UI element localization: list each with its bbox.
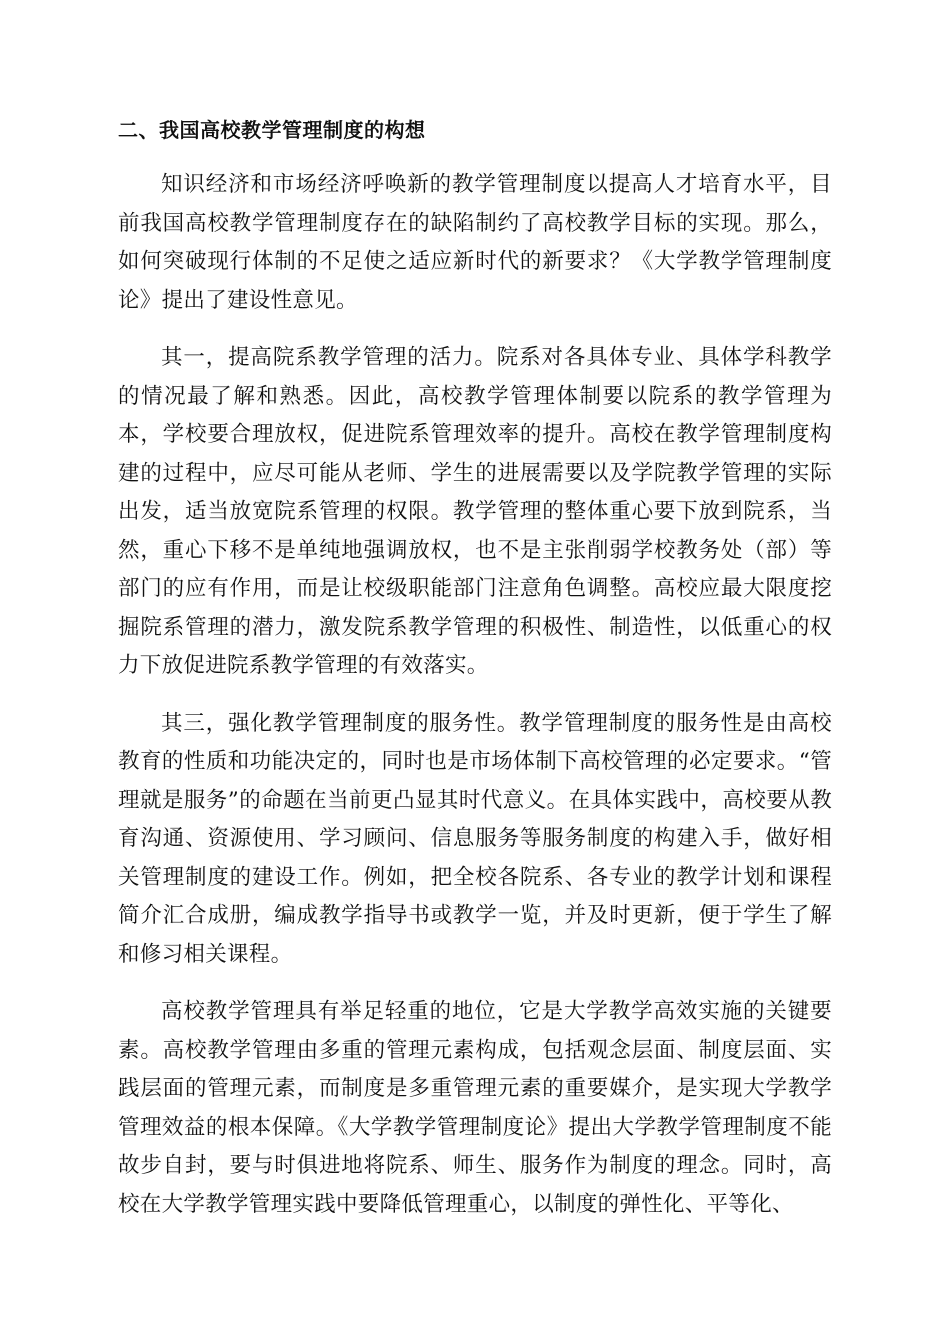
paragraph-2: 其一，提高院系教学管理的活力。院系对各具体专业、具体学科教学的情况最了解和熟悉。因此，高校教学管理体制要以院系的教学管理为本，学校要合理放权，促进院系管理效率的提升。高校在教学管理制度构建的过程中，应尽可能从老师、学生的进展需要以及学院教学管理的实际出发，适当放宽院系管理的权限。教学管理的整体重心要下放到院系，当然，重心下移不是单纯地强调放权，也不是主张削弱学校教务处（部）等部门的应有作用，而是让校级职能部门注意角色调整。高校应最大限度挖掘院系管理的潜力，激发院系教学管理的积极性、制造性，以低重心的权力下放促进院系教学管理的有效落实。 bbox=[118, 345, 832, 678]
section-heading: 二、我国高校教学管理制度的构想 bbox=[118, 118, 426, 142]
paragraph-3: 其三，强化教学管理制度的服务性。教学管理制度的服务性是由高校教育的性质和功能决定的，同时也是市场体制下高校管理的必定要求。“管理就是服务”的命题在当前更凸显其时代意义。在具体实践中，高校要从教育沟通、资源使用、学习顾问、信息服务等服务制度的构建入手，做好相关管理制度的建设工作。例如，把全校各院系、各专业的教学计划和课程简介汇合成册，编成教学指导书或教学一览，并及时更新，便于学生了解和修习相关课程。 bbox=[118, 710, 832, 967]
paragraph-4: 高校教学管理具有举足轻重的地位，它是大学教学高效实施的关键要素。高校教学管理由多重的管理元素构成，包括观念层面、制度层面、实践层面的管理元素，而制度是多重管理元素的重要媒介，是实现大学教学管理效益的根本保障。《大学教学管理制度论》提出大学教学管理制度不能故步自封，要与时俱进地将院系、师生、服务作为制度的理念。同时，高校在大学教学管理实践中要降低管理重心，以制度的弹性化、平等化、 bbox=[118, 999, 832, 1217]
document-page bbox=[118, 112, 832, 1243]
paragraph-1: 知识经济和市场经济呼唤新的教学管理制度以提高人才培育水平，目前我国高校教学管理制度存在的缺陷制约了高校教学目标的实现。那么，如何突破现行体制的不足使之适应新时代的新要求？《大学教学管理制度论》提出了建设性意见。 bbox=[118, 172, 832, 313]
